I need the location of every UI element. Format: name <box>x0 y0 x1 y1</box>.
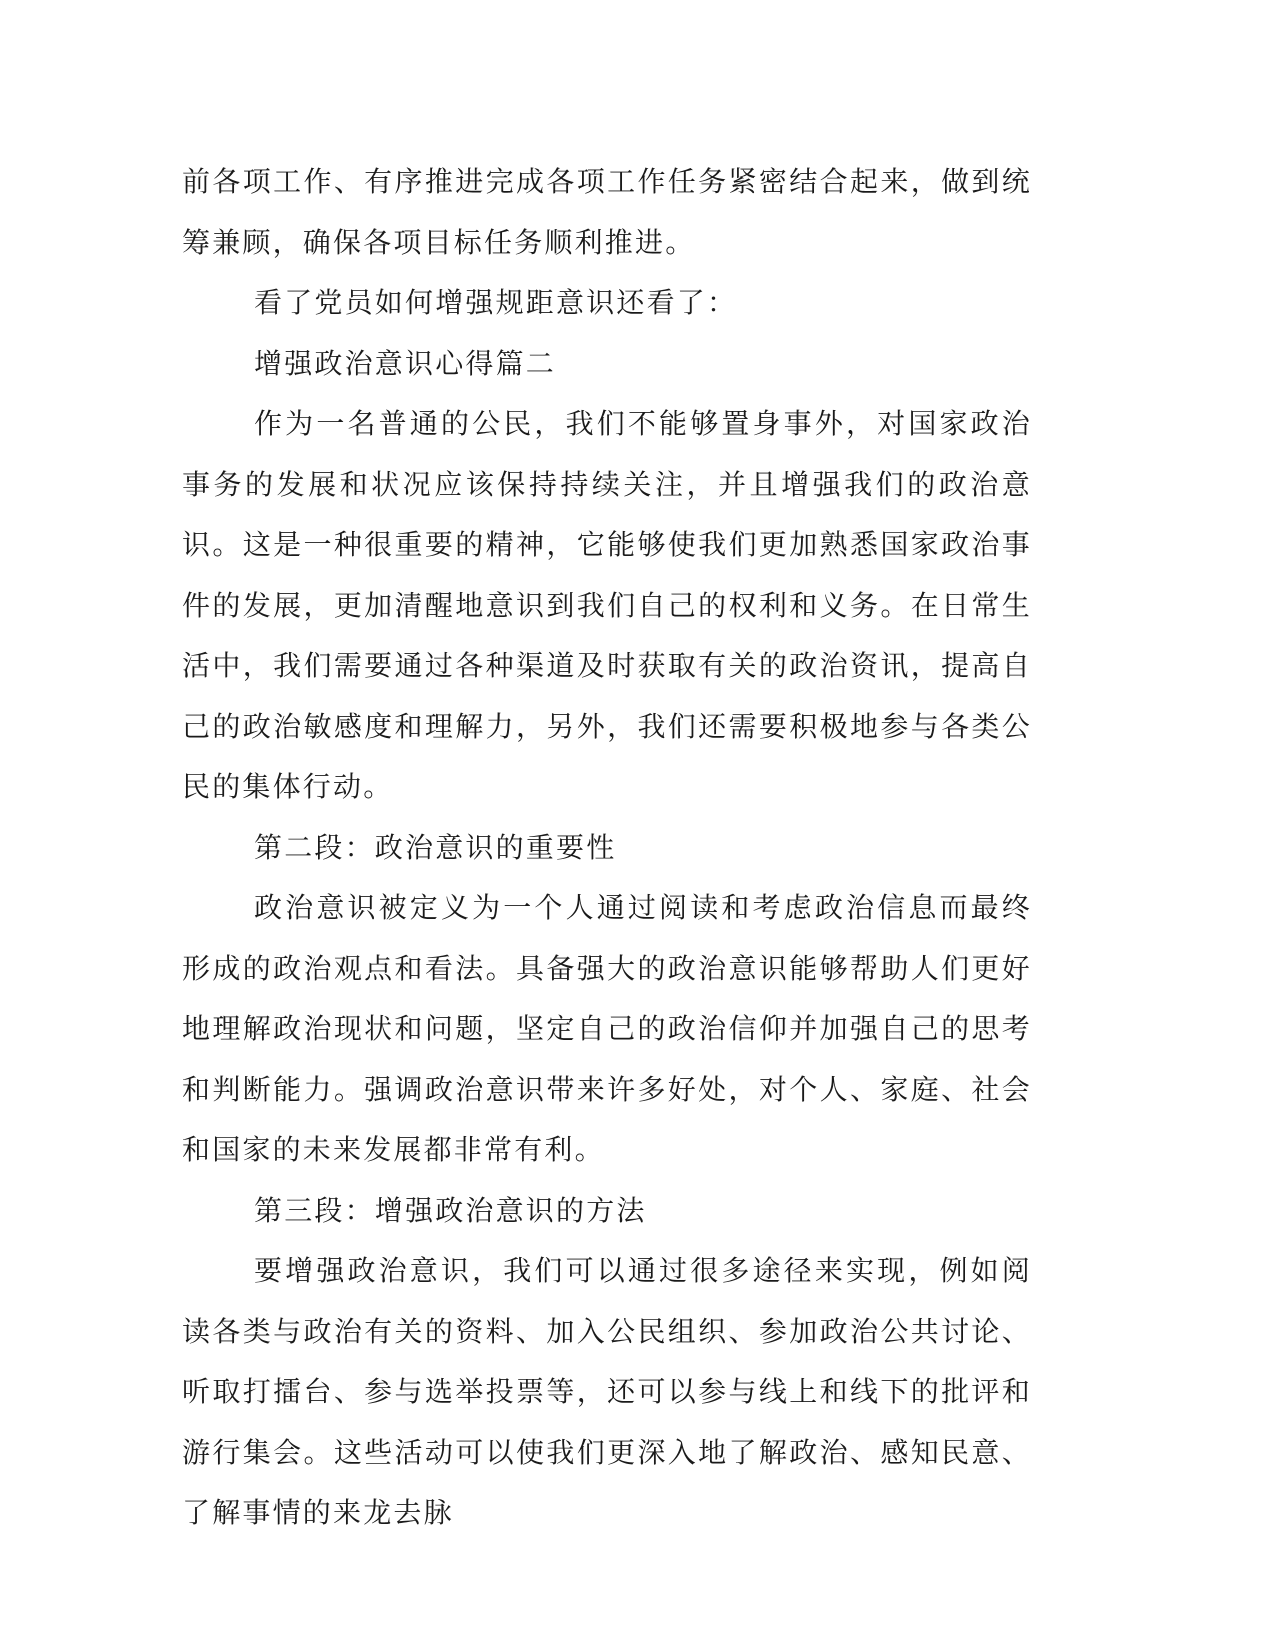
paragraph-see-also: 看了党员如何增强规距意识还看了： <box>254 286 738 319</box>
paragraph-section2: 政治意识被定义为一个人通过阅读和考虑政治信息而最终形成的政治观点和看法。具备强大的政治意识能够帮助人们更好地理解政治现状和问题，坚定自己的政治信仰并加强自己的思考和判断能力。强调政治意识带来许多好处，对个人、家庭、社会和国家的未来发展都非常有利。 <box>182 891 1032 1166</box>
section-title-3: 第三段：增强政治意识的方法 <box>254 1193 647 1227</box>
paragraph-intro: 作为一名普通的公民，我们不能够置身事外，对国家政治事务的发展和状况应该保持持续关注，并且增强我们的政治意识。这是一种很重要的精神，它能够使我们更加熟悉国家政治事件的发展，更加清醒地意识到我们自己的权利和义务。在日常生活中，我们需要通过各种渠道及时获取有关的政治资讯，提高自己的政治敏感度和理解力，另外，我们还需要积极地参与各类公民的集体行动。 <box>182 407 1032 803</box>
document-page <box>182 152 1032 1544</box>
section-title-2: 第二段：政治意识的重要性 <box>254 830 617 864</box>
paragraph-section3: 要增强政治意识，我们可以通过很多途径来实现，例如阅读各类与政治有关的资料、加入公民组织、参加政治公共讨论、听取打擂台、参与选举投票等，还可以参与线上和线下的批评和游行集会。这些活动可以使我们更深入地了解政治、感知民意、了解事情的来龙去脉 <box>182 1254 1032 1529</box>
section-heading-part2: 增强政治意识心得篇二 <box>254 346 557 380</box>
paragraph-continuation: 前各项工作、有序推进完成各项工作任务紧密结合起来，做到统筹兼顾，确保各项目标任务顺利推进。 <box>182 165 1032 259</box>
